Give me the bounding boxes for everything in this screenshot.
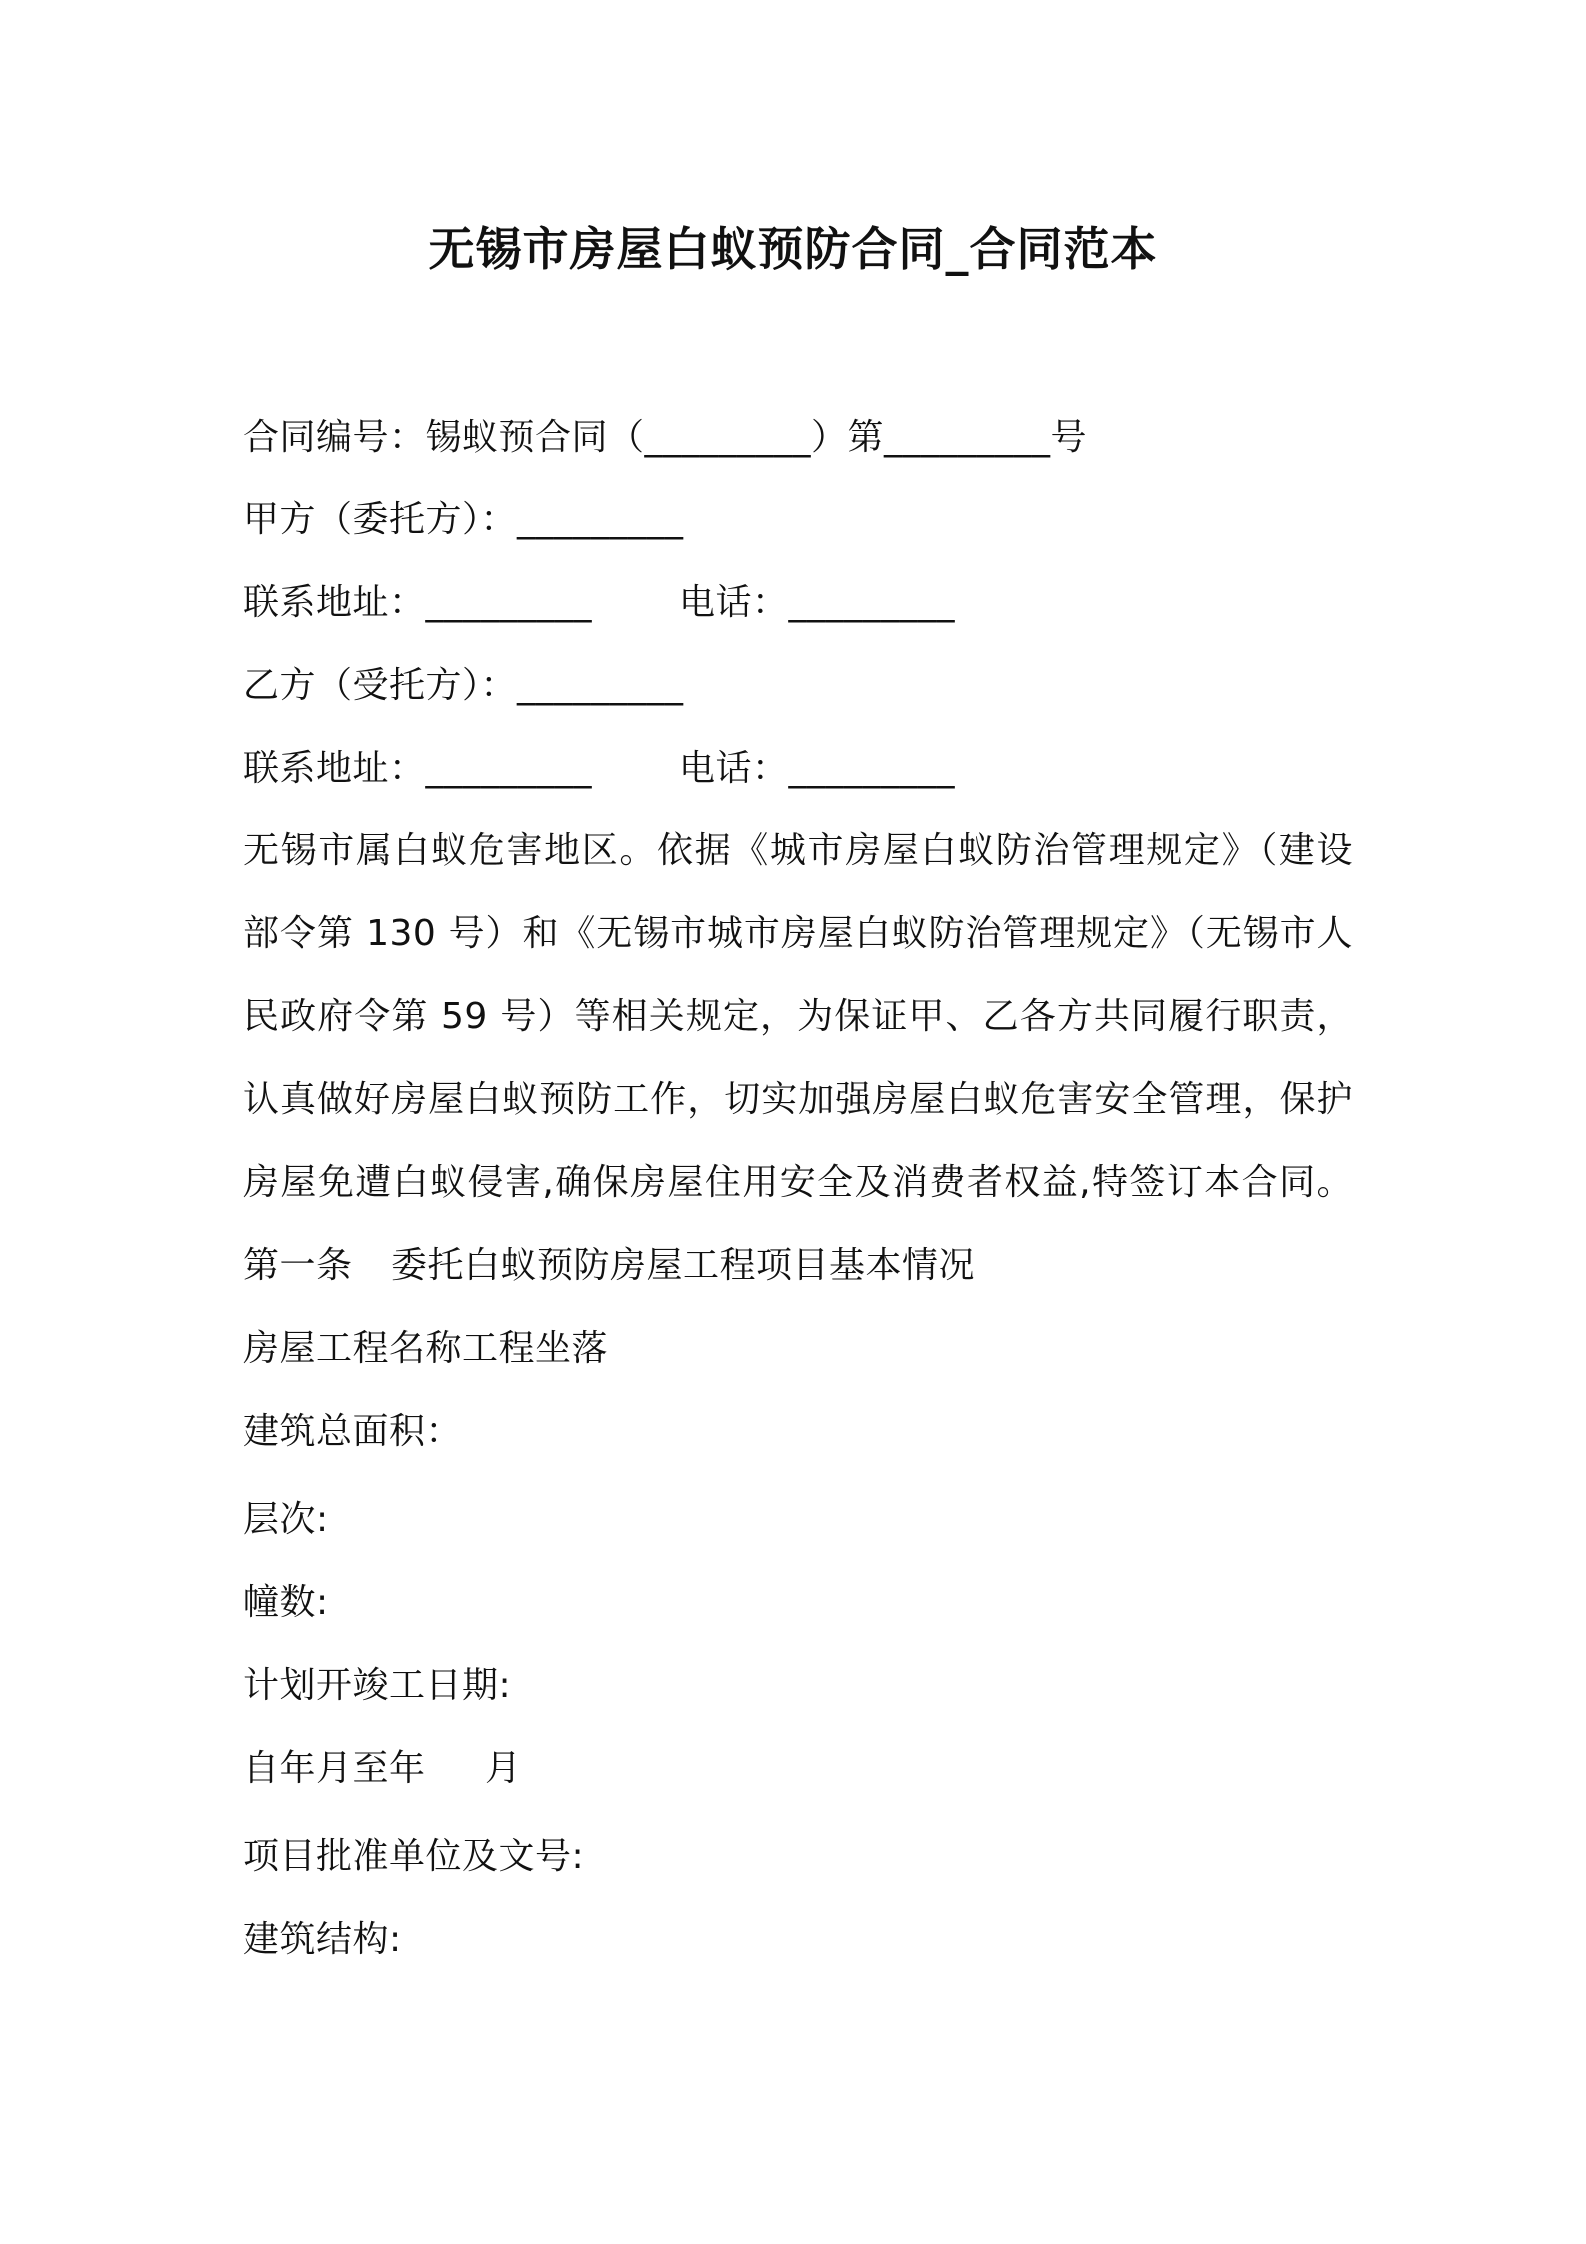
party-b-address: 联系地址：_________ bbox=[243, 748, 593, 789]
schedule-label: 计划开竣工日期: bbox=[243, 1665, 512, 1706]
approval-label: 项目批准单位及文号: bbox=[243, 1836, 585, 1877]
preamble-line-5: 房屋免遭白蚁侵害,确保房屋住用安全及消费者权益,特签订本合同。 bbox=[243, 1162, 1353, 1203]
date-range-month: 月 bbox=[485, 1748, 522, 1789]
party-b-contact-row bbox=[243, 743, 1243, 795]
floors-label: 层次: bbox=[243, 1499, 329, 1540]
preamble-line-4: 认真做好房屋白蚁预防工作，切实加强房屋白蚁危害安全管理，保护 bbox=[243, 1079, 1353, 1120]
article-1-title: 委托白蚁预防房屋工程项目基本情况 bbox=[391, 1245, 976, 1286]
structure-label: 建筑结构: bbox=[243, 1919, 402, 1960]
party-b: 乙方（受托方）：_________ bbox=[243, 665, 684, 706]
buildings-label: 幢数: bbox=[243, 1582, 329, 1623]
party-a-contact-row bbox=[243, 577, 1243, 629]
party-a-address: 联系地址：_________ bbox=[243, 582, 593, 623]
document-title: 无锡市房屋白蚁预防合同_合同范本 bbox=[428, 222, 1158, 276]
project-name-label: 房屋工程名称工程坐落 bbox=[243, 1328, 609, 1369]
preamble-line-2: 部令第 130 号）和《无锡市城市房屋白蚁防治管理规定》（无锡市人 bbox=[243, 913, 1353, 954]
party-b-phone: 电话：_________ bbox=[679, 748, 956, 789]
preamble-line-1: 无锡市属白蚁危害地区。依据《城市房屋白蚁防治管理规定》（建设 bbox=[243, 830, 1353, 871]
date-range-start: 自年月至年 bbox=[243, 1748, 426, 1789]
date-range-row bbox=[243, 1743, 1243, 1795]
party-a-phone: 电话：_________ bbox=[679, 582, 956, 623]
article-1-heading bbox=[243, 1240, 1243, 1292]
preamble-line-3: 民政府令第 59 号）等相关规定，为保证甲、乙各方共同履行职责， bbox=[243, 996, 1353, 1037]
article-1-number: 第一条 bbox=[243, 1245, 353, 1286]
party-a: 甲方（委托方）：_________ bbox=[243, 499, 684, 540]
contract-number: 合同编号：锡蚁预合同（_________）第_________号 bbox=[243, 417, 1088, 458]
total-area-label: 建筑总面积： bbox=[243, 1411, 463, 1452]
